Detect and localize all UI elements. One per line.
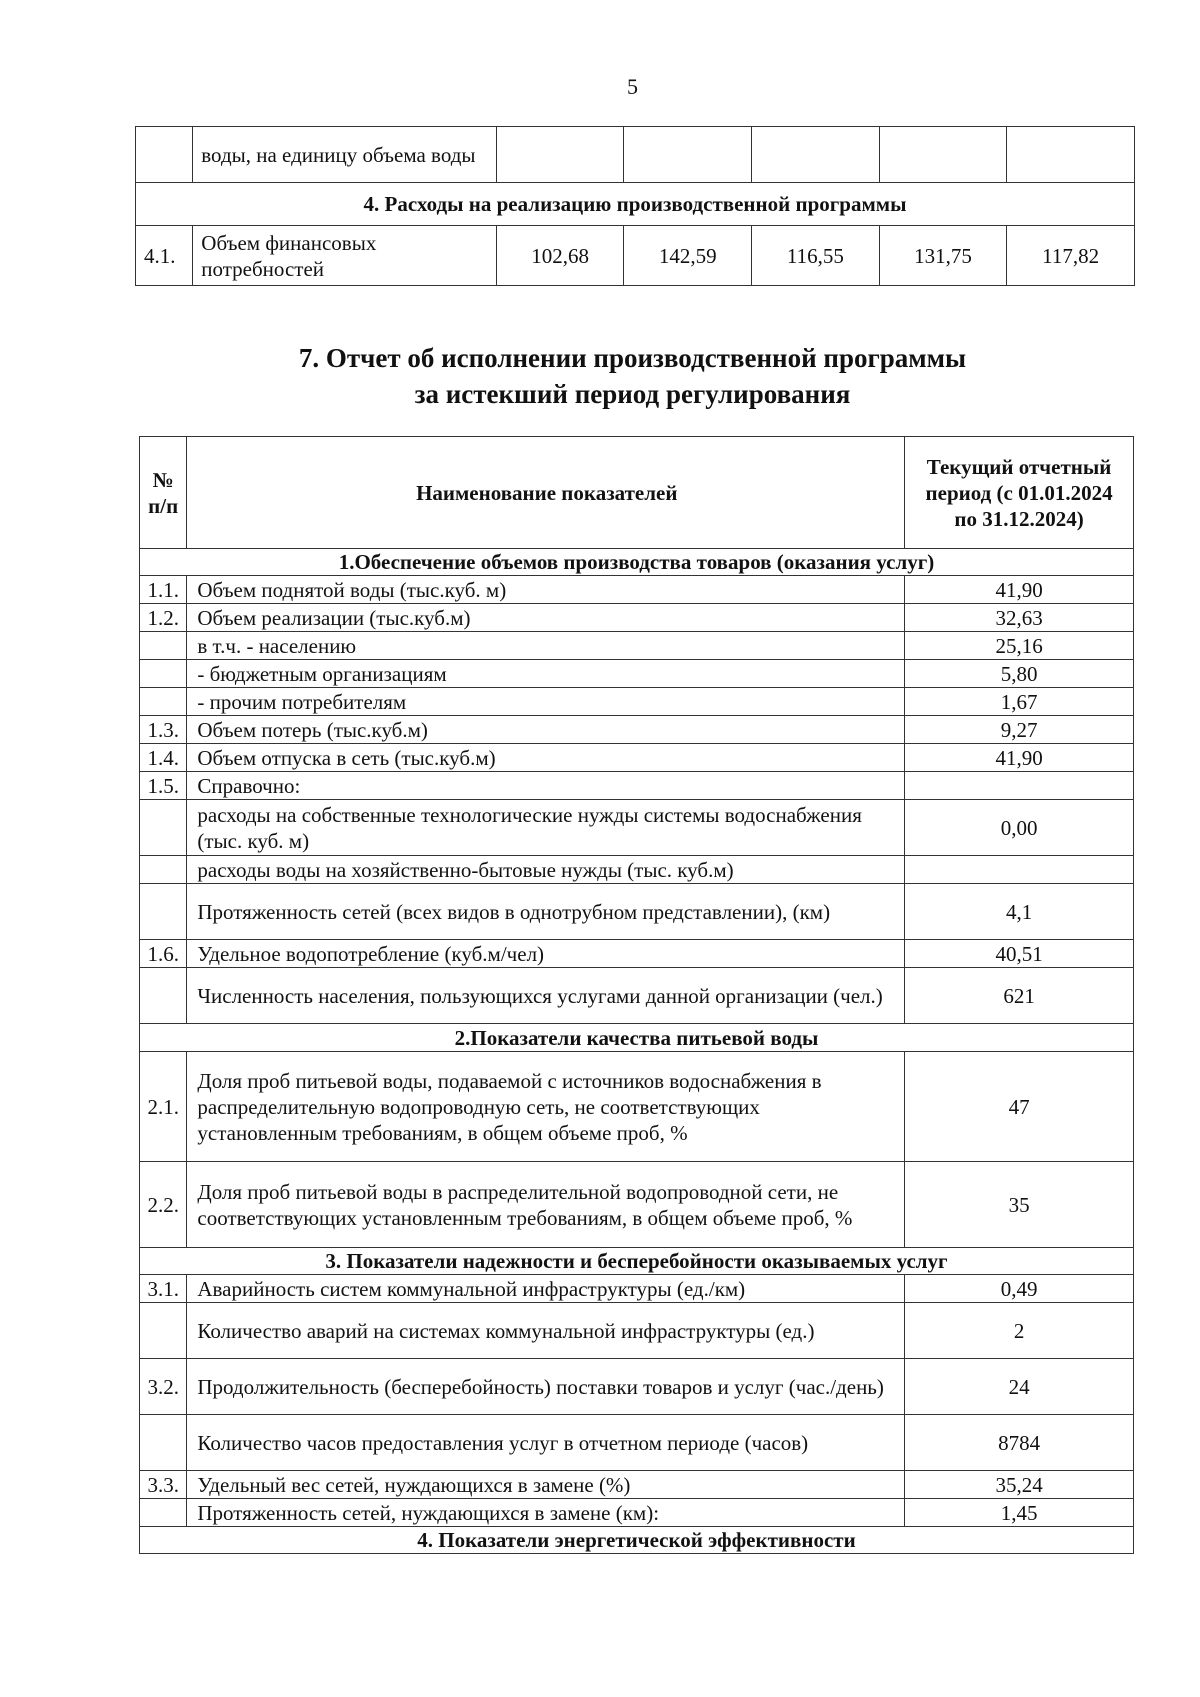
row-value: 40,51 [905,940,1134,968]
table-row [140,1275,1134,1303]
row-name: - бюджетным организациям [187,660,905,688]
row-number: 1.5. [140,772,187,800]
row-value: 102,68 [496,226,624,286]
report-title-line: 7. Отчет об исполнении производственной программы [298,343,967,373]
table-row [140,1499,1134,1527]
row-number [140,1303,187,1359]
row-number: 2.1. [140,1052,187,1162]
row-name: Справочно: [187,772,905,800]
row-name: расходы на собственные технологические нужды системы водоснабжения (тыс. куб. м) [187,800,905,856]
row-value [905,856,1134,884]
row-value: 117,82 [1007,226,1135,286]
row-value: 32,63 [905,604,1134,632]
row-name: Объем реализации (тыс.куб.м) [187,604,905,632]
table-row [140,1052,1134,1162]
row-value: 1,67 [905,688,1134,716]
row-number [140,688,187,716]
row-value [624,127,752,183]
section-row [136,183,1135,226]
row-number [140,1415,187,1471]
header-period: Текущий отчетный период (с 01.01.2024 по 31.12.2024) [905,437,1134,549]
table-row [140,576,1134,604]
report-table [139,436,1134,1554]
row-number [140,884,187,940]
table-row [140,1303,1134,1359]
row-number [140,800,187,856]
row-value [1007,127,1135,183]
row-name: Доля проб питьевой воды, подаваемой с источников водоснабжения в распределительную водопроводную сеть, не соответствующих установленным требованиям, в общем объеме проб, % [187,1052,905,1162]
row-value: 131,75 [879,226,1007,286]
row-value [879,127,1007,183]
row-value [496,127,624,183]
row-number: 1.6. [140,940,187,968]
row-value: 116,55 [752,226,880,286]
row-name: Количество часов предоставления услуг в отчетном периоде (часов) [187,1415,905,1471]
section-row [140,1248,1134,1275]
table-row [140,772,1134,800]
table-row [140,660,1134,688]
row-value: 9,27 [905,716,1134,744]
section-heading: 2.Показатели качества питьевой воды [140,1024,1134,1052]
row-value: 41,90 [905,576,1134,604]
row-name: в т.ч. - населению [187,632,905,660]
table-row [140,632,1134,660]
row-name: Удельное водопотребление (куб.м/чел) [187,940,905,968]
table-row [140,604,1134,632]
section-heading: 4. Показатели энергетической эффективности [140,1527,1134,1554]
production-program-table-continued [135,126,1135,286]
section-row [140,1527,1134,1554]
table-row [136,127,1135,183]
table-row [140,716,1134,744]
report-title [0,340,1200,412]
header-name: Наименование показателей [187,437,905,549]
row-name: расходы воды на хозяйственно-бытовые нужды (тыс. куб.м) [187,856,905,884]
row-number: 1.2. [140,604,187,632]
row-number: 3.2. [140,1359,187,1415]
row-value: 1,45 [905,1499,1134,1527]
row-number [140,968,187,1024]
table-row [140,744,1134,772]
row-number: 4.1. [136,226,193,286]
row-value: 0,49 [905,1275,1134,1303]
table-row [140,800,1134,856]
row-value: 47 [905,1052,1134,1162]
row-name: Объем отпуска в сеть (тыс.куб.м) [187,744,905,772]
table-row [140,1471,1134,1499]
table-row [140,1359,1134,1415]
row-number [136,127,193,183]
section-row [140,549,1134,576]
row-name: Протяженность сетей, нуждающихся в замене (км): [187,1499,905,1527]
row-number: 2.2. [140,1162,187,1248]
row-name: Аварийность систем коммунальной инфраструктуры (ед./км) [187,1275,905,1303]
row-name: Численность населения, пользующихся услугами данной организации (чел.) [187,968,905,1024]
table-row [140,884,1134,940]
row-number [140,1499,187,1527]
table-header-row [140,437,1134,549]
table-row [140,1415,1134,1471]
row-value: 4,1 [905,884,1134,940]
section-heading: 1.Обеспечение объемов производства товаров (оказания услуг) [140,549,1134,576]
table-row [140,940,1134,968]
table-row [140,968,1134,1024]
row-number: 3.1. [140,1275,187,1303]
row-name: Продолжительность (бесперебойность) поставки товаров и услуг (час./день) [187,1359,905,1415]
row-name: воды, на единицу объема воды [193,127,497,183]
row-value: 24 [905,1359,1134,1415]
row-name: Объем поднятой воды (тыс.куб. м) [187,576,905,604]
header-number: № п/п [140,437,187,549]
row-number [140,632,187,660]
row-value [752,127,880,183]
row-number [140,660,187,688]
row-value: 35,24 [905,1471,1134,1499]
section-heading: 4. Расходы на реализацию производственной программы [136,183,1135,226]
section-row [140,1024,1134,1052]
row-name: Протяженность сетей (всех видов в однотрубном представлении), (км) [187,884,905,940]
row-value: 8784 [905,1415,1134,1471]
table-row [136,226,1135,286]
row-value: 0,00 [905,800,1134,856]
row-name: Объем потерь (тыс.куб.м) [187,716,905,744]
row-number: 3.3. [140,1471,187,1499]
table-row [140,1162,1134,1248]
row-value: 25,16 [905,632,1134,660]
row-value: 2 [905,1303,1134,1359]
row-number: 1.4. [140,744,187,772]
row-name: Объем финансовых потребностей [193,226,497,286]
row-value: 621 [905,968,1134,1024]
page-number: 5 [627,74,638,99]
table-row [140,688,1134,716]
row-number: 1.3. [140,716,187,744]
row-value: 142,59 [624,226,752,286]
row-number: 1.1. [140,576,187,604]
section-heading: 3. Показатели надежности и бесперебойности оказываемых услуг [140,1248,1134,1275]
row-name: Количество аварий на системах коммунальной инфраструктуры (ед.) [187,1303,905,1359]
row-value [905,772,1134,800]
report-title-line: за истекший период регулирования [414,379,851,409]
row-value: 41,90 [905,744,1134,772]
row-name: Доля проб питьевой воды в распределительной водопроводной сети, не соответствующих установленным требованиям, в общем объеме проб, % [187,1162,905,1248]
row-value: 5,80 [905,660,1134,688]
table-row [140,856,1134,884]
row-number [140,856,187,884]
row-name: Удельный вес сетей, нуждающихся в замене (%) [187,1471,905,1499]
row-name: - прочим потребителям [187,688,905,716]
row-value: 35 [905,1162,1134,1248]
